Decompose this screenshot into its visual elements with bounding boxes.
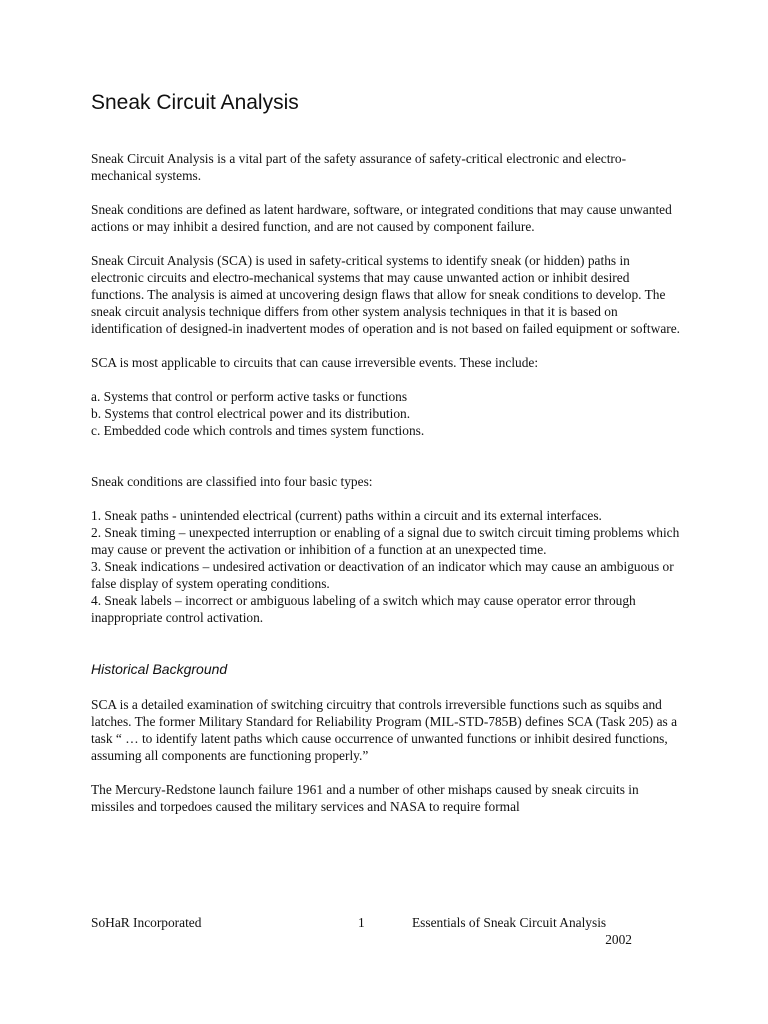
list-item: 3. Sneak indications – undesired activation or deactivation of an indicator which may cause an ambiguous or false display of system operating conditions. <box>91 559 674 591</box>
list-item: c. Embedded code which controls and times system functions. <box>91 423 425 438</box>
list-item: b. Systems that control electrical power and its distribution. <box>91 406 411 421</box>
footer-company: SoHaR Incorporated <box>91 915 202 930</box>
footer-year: 2002 <box>605 932 632 947</box>
document-body <box>91 90 681 832</box>
footer-page-number: 1 <box>358 915 365 930</box>
list-item: 2. Sneak timing – unexpected interruption or enabling of a signal due to switch circuit timing problems which may cause or prevent the activation or inhibition of a function at an unexpected time. <box>91 525 680 557</box>
list-item: 1. Sneak paths - unintended electrical (current) paths within a circuit and its external interfaces. <box>91 508 602 523</box>
applicability-paragraph: SCA is most applicable to circuits that can cause irreversible events. These include: <box>91 355 539 370</box>
intro-paragraph: Sneak Circuit Analysis is a vital part of the safety assurance of safety-critical electronic and electro-mechanical systems. <box>91 151 627 183</box>
sneak-types-list <box>91 507 681 626</box>
sca-description-paragraph: Sneak Circuit Analysis (SCA) is used in safety-critical systems to identify sneak (or hidden) paths in electronic circuits and electro-mechanical systems that may cause unwanted action or inhibit desired functions. The analysis is aimed at uncovering design flaws that allow for sneak conditions to develop. The sneak circuit analysis technique differs from other system analysis techniques in that it is based on identification of designed-in inadvertent modes of operation and is not based on failed equipment or software. <box>91 253 681 336</box>
definition-paragraph: Sneak conditions are defined as latent hardware, software, or integrated conditions that may cause unwanted actions or may inhibit a desired function, and are not caused by component failure. <box>91 202 672 234</box>
applicable-systems-list <box>91 388 681 439</box>
footer-doc-title: Essentials of Sneak Circuit Analysis <box>412 915 607 930</box>
classification-paragraph: Sneak conditions are classified into four basic types: <box>91 474 373 489</box>
page-title: Sneak Circuit Analysis <box>91 91 299 114</box>
section-heading: Historical Background <box>91 661 228 677</box>
list-item: 4. Sneak labels – incorrect or ambiguous labeling of a switch which may cause operator error through inappropriate control activation. <box>91 593 636 625</box>
history-paragraph: SCA is a detailed examination of switching circuitry that controls irreversible functions such as squibs and latches. The former Military Standard for Reliability Program (MIL-STD-785B) defines SCA (Task 205) as a task “ … to identify latent paths which cause occurrence of unwanted functions or inhibit desired functions, assuming all components are functioning properly.” <box>91 697 678 763</box>
history-paragraph-2: The Mercury-Redstone launch failure 1961 and a number of other mishaps caused by sneak circuits in missiles and torpedoes caused the military services and NASA to require formal <box>91 782 639 814</box>
list-item: a. Systems that control or perform active tasks or functions <box>91 389 408 404</box>
spacer <box>91 456 681 473</box>
